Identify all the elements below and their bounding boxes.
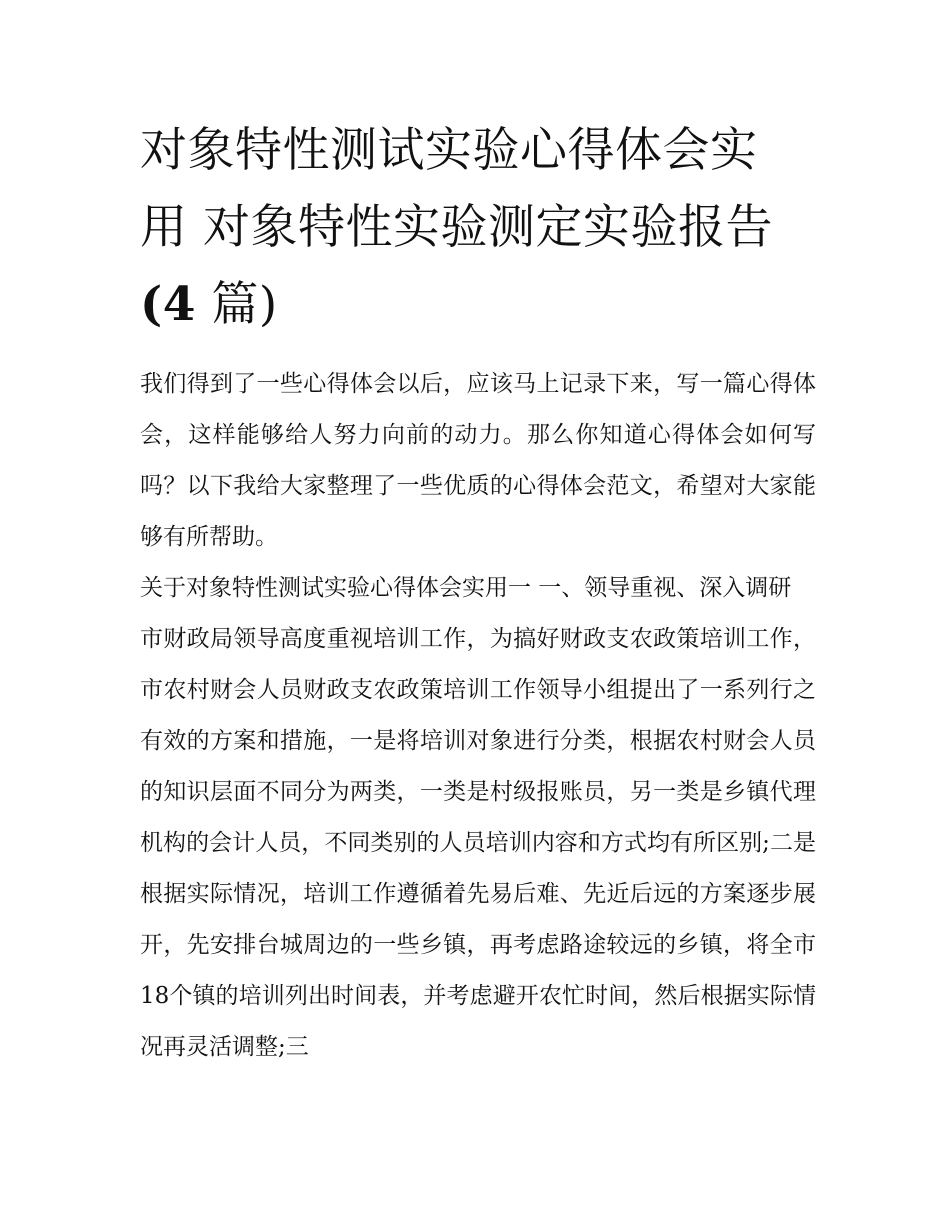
title-line-2: 用 对象特性实验测定实验报告 [140,200,773,255]
body-paragraph: 市财政局领导高度重视培训工作，为搞好财政支农政策培训工作，市农村财会人员财政支农政策培训工作领导小组提出了一系列行之有效的方案和措施，一是将培训对象进行分类，根据农村财会人员的知识层面不同分为两类，一类是村级报账员，另一类是乡镇代理机构的会计人员，不同类别的人员培训内容和方式均有所区别;二是根据实际情况，培训工作遵循着先易后难、先近后远的方案逐步展开，先安排台城周边的一些乡镇，再考虑路途较远的乡镇，将全市18个镇的培训列出时间表，并考虑避开农忙时间，然后根据实际情况再灵活调整;三 [140,626,816,1060]
title-count: (4 [140,277,196,332]
title-count-suffix: 篇) [195,277,278,332]
title-line-1: 对象特性测试实验心得体会实 [140,123,758,178]
section-heading: 关于对象特性测试实验心得体会实用一 一、领导重视、深入调研 [140,575,792,601]
document-title [140,112,816,343]
intro-paragraph: 我们得到了一些心得体会以后，应该马上记录下来，写一篇心得体会，这样能够给人努力向前的动力。那么你知道心得体会如何写吗？以下我给大家整理了一些优质的心得体会范文，希望对大家能够有所帮助。 [140,371,816,550]
document-content [140,112,816,1073]
